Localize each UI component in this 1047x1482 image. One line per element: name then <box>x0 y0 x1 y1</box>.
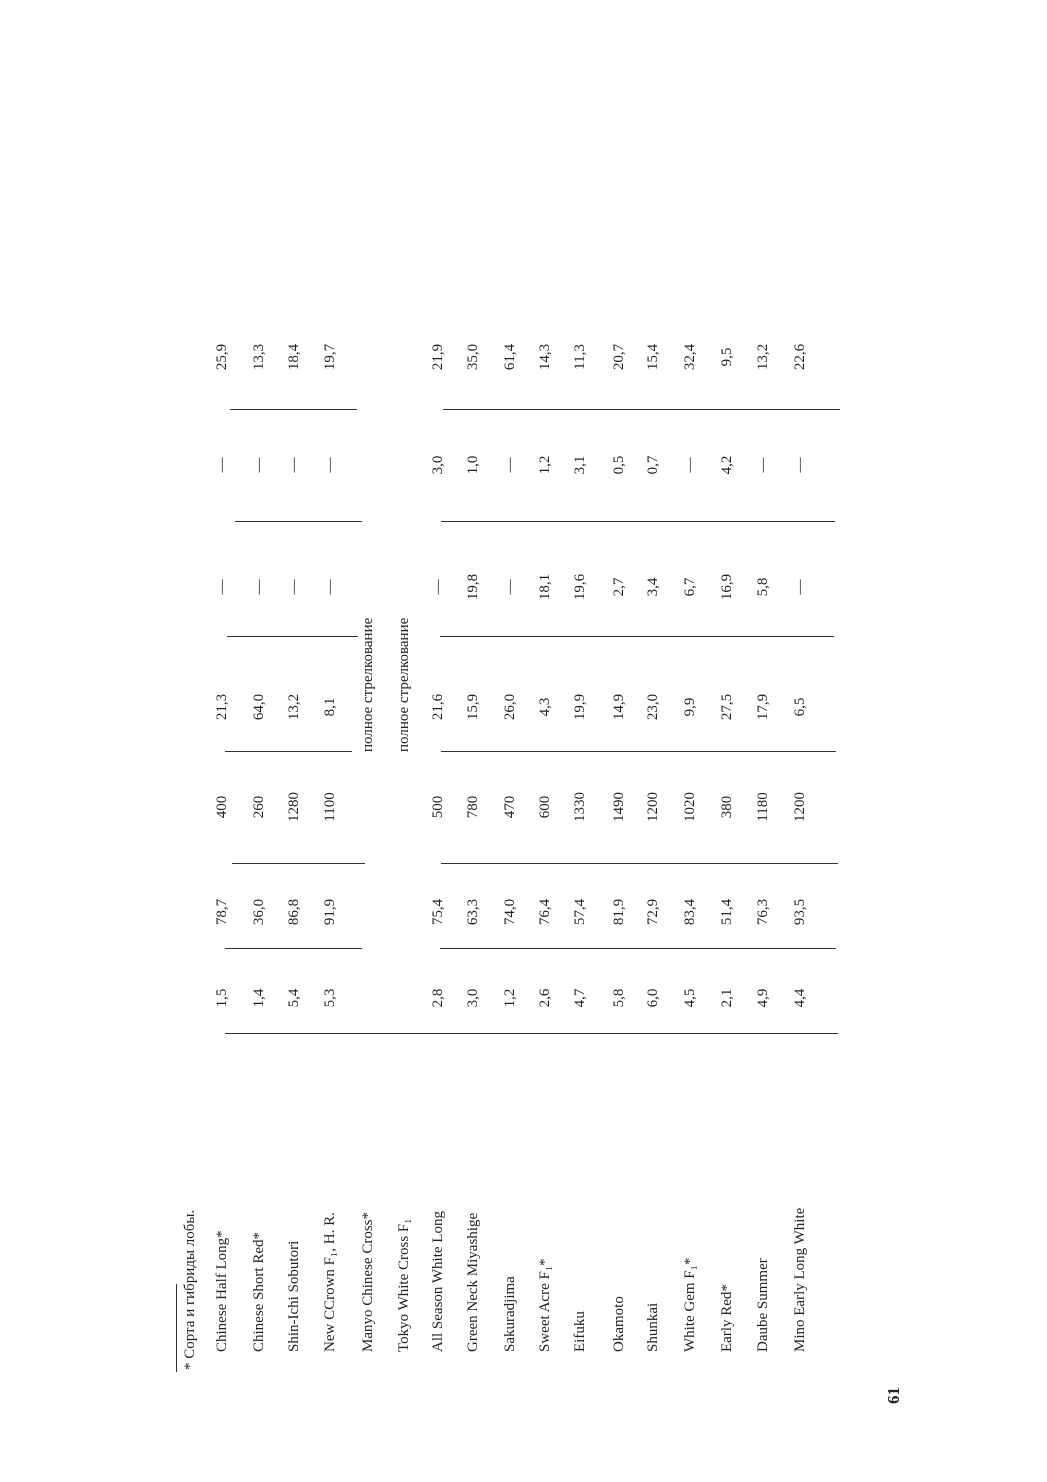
table-cell-c1: 5,4 <box>286 988 302 1008</box>
column-rule <box>225 948 362 949</box>
table-cell-c1: 4,4 <box>792 988 808 1008</box>
table-cell-c1: 2,1 <box>719 988 735 1008</box>
column-rule <box>441 521 835 522</box>
table-cell-c2: 83,4 <box>682 898 698 926</box>
table-cell-c1: 4,9 <box>755 988 771 1008</box>
table-cell-c3: 380 <box>719 795 735 819</box>
column-rule <box>225 1033 838 1034</box>
column-rule <box>440 636 834 637</box>
table-cell-c1: 4,7 <box>572 988 588 1008</box>
table-cell-c5: — <box>214 579 230 595</box>
variety-name: Manyo Chinese Cross* <box>360 1212 376 1352</box>
variety-name: Sweet Acre F₁* <box>537 1258 553 1352</box>
table-cell-c6: — <box>755 457 771 473</box>
table-cell-c3: 600 <box>537 795 553 819</box>
column-rule <box>441 863 838 864</box>
table-cell-c5: — <box>792 579 808 595</box>
table-cell-c3: 780 <box>465 795 481 819</box>
variety-name: Sakuradjima <box>502 1276 518 1352</box>
table-cell-c7: 25,9 <box>214 343 230 371</box>
table-cell-c1: 3,0 <box>465 988 481 1008</box>
column-rule <box>443 409 840 410</box>
table-cell-c4: 4,3 <box>537 697 553 717</box>
column-rule <box>232 863 365 864</box>
table-cell-c4: 6,5 <box>792 697 808 717</box>
table-cell-c3: 400 <box>214 795 230 819</box>
merged-note: полное стрелкование <box>360 617 376 752</box>
variety-name: New CCrown F₁, H. R. <box>322 1212 338 1352</box>
table-cell-c4: 9,9 <box>682 697 698 717</box>
table-cell-c1: 1,5 <box>214 988 230 1008</box>
variety-name: Chinese Short Red* <box>251 1232 267 1352</box>
table-cell-c7: 35,0 <box>465 343 481 371</box>
table-cell-c7: 15,4 <box>645 343 661 371</box>
table-cell-c2: 75,4 <box>430 898 446 926</box>
table-cell-c3: 1280 <box>286 792 302 822</box>
table-cell-c6: 1,0 <box>465 455 481 475</box>
variety-name: Eifuku <box>572 1311 588 1352</box>
table-cell-c5: 2,7 <box>611 577 627 597</box>
table-cell-c1: 1,2 <box>502 988 518 1008</box>
footnote: * Сорта и гибриды лобы. <box>182 1209 198 1370</box>
table-cell-c3: 260 <box>251 795 267 819</box>
table-cell-c5: 3,4 <box>645 577 661 597</box>
table-cell-c1: 4,5 <box>682 988 698 1008</box>
table-cell-c6: — <box>502 457 518 473</box>
table-cell-c5: 19,6 <box>572 573 588 601</box>
table-cell-c2: 63,3 <box>465 898 481 926</box>
table-cell-c1: 5,8 <box>611 988 627 1008</box>
table-cell-c3: 1200 <box>792 792 808 822</box>
table-cell-c4: 17,9 <box>755 693 771 721</box>
table-cell-c2: 76,3 <box>755 898 771 926</box>
table-cell-c5: — <box>286 579 302 595</box>
column-rule <box>225 751 352 752</box>
table-cell-c2: 74,0 <box>502 898 518 926</box>
table-cell-c6: — <box>792 457 808 473</box>
table-cell-c3: 1180 <box>755 792 771 822</box>
table-cell-c4: 27,5 <box>719 693 735 721</box>
page-number: 61 <box>884 1387 903 1404</box>
table-cell-c3: 1020 <box>682 792 698 822</box>
table-cell-c4: 23,0 <box>645 693 661 721</box>
column-rule <box>441 751 836 752</box>
table-cell-c1: 2,6 <box>537 988 553 1008</box>
table-cell-c5: 18,1 <box>537 573 553 601</box>
table-cell-c4: 26,0 <box>502 693 518 721</box>
table-cell-c3: 1330 <box>572 792 588 822</box>
variety-name: White Gem F₁* <box>682 1257 698 1352</box>
variety-name: Early Red* <box>719 1284 735 1352</box>
column-rule <box>440 948 836 949</box>
table-cell-c6: 3,0 <box>430 455 446 475</box>
column-rule <box>227 636 358 637</box>
table-cell-c7: 11,3 <box>572 344 588 370</box>
table-cell-c2: 93,5 <box>792 898 808 926</box>
table-cell-c4: 8,1 <box>322 697 338 717</box>
table-cell-c4: 13,2 <box>286 693 302 721</box>
table-cell-c3: 470 <box>502 795 518 819</box>
table-cell-c6: — <box>322 457 338 473</box>
column-rule <box>230 409 357 410</box>
variety-name: Okamoto <box>611 1296 627 1352</box>
table-cell-c2: 78,7 <box>214 898 230 926</box>
table-cell-c7: 14,3 <box>537 343 553 371</box>
table-cell-c6: — <box>251 457 267 473</box>
table-cell-c4: 19,9 <box>572 693 588 721</box>
table-cell-c2: 91,9 <box>322 898 338 926</box>
table-cell-c7: 20,7 <box>611 343 627 371</box>
variety-name: Mino Early Long White <box>792 1207 808 1352</box>
table-cell-c3: 1200 <box>645 792 661 822</box>
table-cell-c7: 21,9 <box>430 343 446 371</box>
table-cell-c2: 76,4 <box>537 898 553 926</box>
table-cell-c1: 2,8 <box>430 988 446 1008</box>
table-cell-c7: 13,2 <box>755 343 771 371</box>
table-cell-c2: 81,9 <box>611 898 627 926</box>
table-cell-c5: 19,8 <box>465 573 481 601</box>
table-cell-c1: 5,3 <box>322 988 338 1008</box>
table-cell-c7: 9,5 <box>719 347 735 367</box>
variety-name: Chinese Half Long* <box>214 1230 230 1352</box>
table-cell-c6: 0,7 <box>645 455 661 475</box>
variety-name: Tokyo White Cross F₁ <box>396 1218 412 1352</box>
table-cell-c2: 36,0 <box>251 898 267 926</box>
table-cell-c7: 32,4 <box>682 343 698 371</box>
table-cell-c1: 1,4 <box>251 988 267 1008</box>
table-cell-c3: 500 <box>430 795 446 819</box>
table-cell-c6: 0,5 <box>611 455 627 475</box>
table-cell-c2: 57,4 <box>572 898 588 926</box>
table-cell-c6: 3,1 <box>572 455 588 475</box>
table-cell-c4: 15,9 <box>465 693 481 721</box>
table-cell-c3: 1490 <box>611 792 627 822</box>
table-cell-c2: 86,8 <box>286 898 302 926</box>
table-cell-c6: — <box>682 457 698 473</box>
table-cell-c4: 21,6 <box>430 693 446 721</box>
table-cell-c5: 16,9 <box>719 573 735 601</box>
table-cell-c2: 72,9 <box>645 898 661 926</box>
table-cell-c7: 18,4 <box>286 343 302 371</box>
table-cell-c6: — <box>214 457 230 473</box>
table-cell-c2: 51,4 <box>719 898 735 926</box>
table-cell-c7: 13,3 <box>251 343 267 371</box>
variety-name: Shin-Ichi Sobutori <box>286 1240 302 1352</box>
table-cell-c6: 4,2 <box>719 455 735 475</box>
variety-name: Green Neck Miyashige <box>465 1212 481 1352</box>
table-cell-c6: — <box>286 457 302 473</box>
column-rule <box>235 521 362 522</box>
table-cell-c1: 6,0 <box>645 988 661 1008</box>
table-cell-c5: — <box>430 579 446 595</box>
table-cell-c4: 14,9 <box>611 693 627 721</box>
table-cell-c7: 61,4 <box>502 343 518 371</box>
merged-note: полное стрелкование <box>396 617 412 752</box>
table-cell-c3: 1100 <box>322 792 338 822</box>
table-cell-c7: 22,6 <box>792 343 808 371</box>
variety-name: Shunkai <box>645 1302 661 1352</box>
table-cell-c5: — <box>502 579 518 595</box>
variety-name: Daube Summer <box>755 1258 771 1352</box>
table-cell-c5: 6,7 <box>682 577 698 597</box>
footnote-rule <box>176 1284 177 1372</box>
table-cell-c5: 5,8 <box>755 577 771 597</box>
table-cell-c7: 19,7 <box>322 343 338 371</box>
table-cell-c4: 21,3 <box>214 693 230 721</box>
variety-name: All Season White Long <box>430 1211 446 1352</box>
table-cell-c6: 1,2 <box>537 455 553 475</box>
table-cell-c4: 64,0 <box>251 693 267 721</box>
table-cell-c5: — <box>322 579 338 595</box>
table-cell-c5: — <box>251 579 267 595</box>
